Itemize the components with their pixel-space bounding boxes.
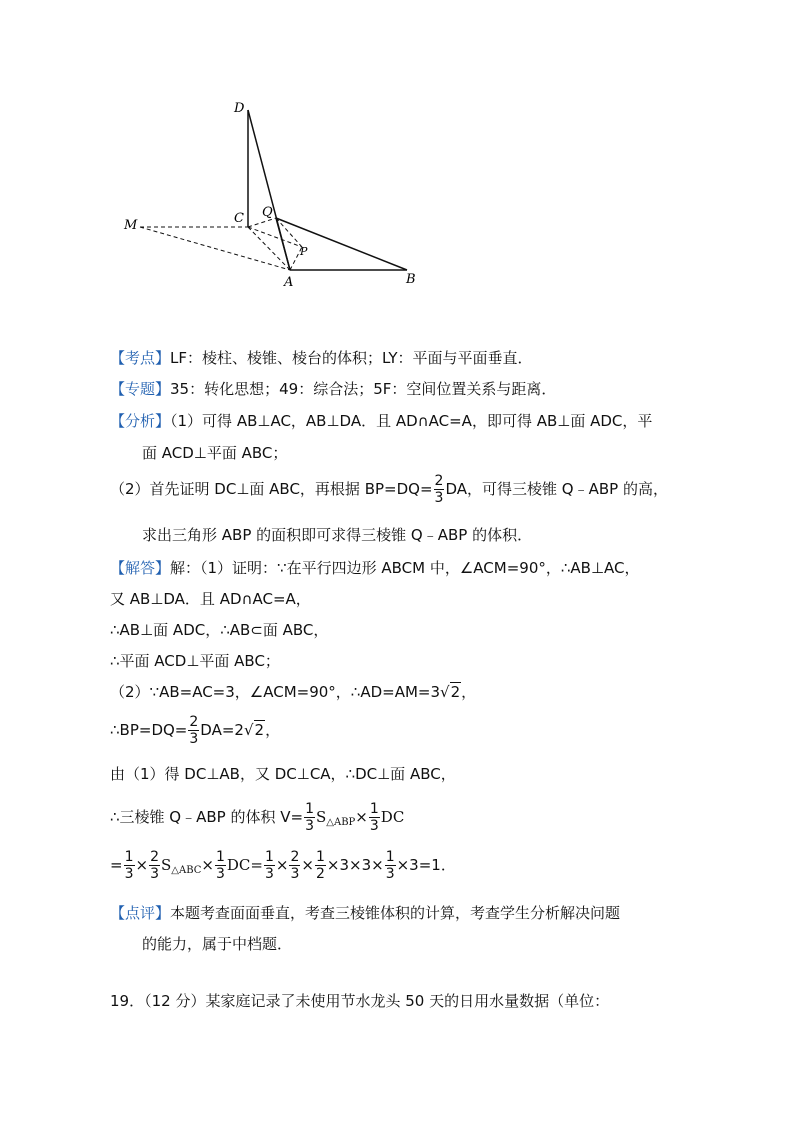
jieda-text5a: （2）∵AB=AC=3，∠ACM=90°，∴AD=AM=3 xyxy=(110,683,441,701)
times-sign: × xyxy=(275,856,289,874)
label-D: D xyxy=(234,101,245,116)
jieda-line4: ∴平面 ACD⊥平面 ABC； xyxy=(110,652,280,670)
frac-den: 3 xyxy=(264,866,274,882)
zhuanti-tag: 【专题】 xyxy=(110,380,171,398)
jieda-line9 xyxy=(110,850,456,881)
dc-label: DC= xyxy=(226,856,263,874)
frac-den: 3 xyxy=(124,866,134,882)
fenxi-line2: 面 ACD⊥平面 ABC； xyxy=(142,444,288,462)
fraction-one-third xyxy=(304,802,315,833)
frac-den: 2 xyxy=(315,866,325,882)
area-subscript: △ABP xyxy=(326,817,356,828)
jieda-line3: ∴AB⊥面 ADC，∴AB⊂面 ABC， xyxy=(110,621,329,639)
label-Q: Q xyxy=(262,205,273,220)
frac-num: 2 xyxy=(290,849,300,865)
sqrt-two: √2 xyxy=(243,721,265,739)
fenxi-tag: 【分析】 xyxy=(110,412,171,430)
dianping-text1: 本题考查面面垂直，考查三棱锥体积的计算，考查学生分析解决问题 xyxy=(170,904,621,922)
fraction xyxy=(385,850,396,881)
times-sign: × xyxy=(135,856,149,874)
result-text: ×3=1． xyxy=(396,856,456,874)
fenxi-line3 xyxy=(110,474,668,505)
area-symbol: S xyxy=(316,808,327,826)
fenxi-line1 xyxy=(110,410,652,431)
product-text: ×3×3× xyxy=(326,856,384,874)
jieda-text8a: ∴三棱锥 Q﹣ABP 的体积 V= xyxy=(110,808,304,826)
jieda-text5b: ， xyxy=(461,683,477,701)
fraction xyxy=(215,850,226,881)
jieda-line1 xyxy=(110,557,640,578)
times-sign: × xyxy=(355,808,368,826)
label-A: A xyxy=(284,275,294,290)
fraction xyxy=(124,850,135,881)
area-symbol: S xyxy=(161,856,172,874)
kaodian-line xyxy=(110,347,533,368)
jieda-line7: 由（1）得 DC⊥AB，又 DC⊥CA，∴DC⊥面 ABC， xyxy=(110,765,456,783)
label-C: C xyxy=(234,211,244,226)
frac-num: 2 xyxy=(189,714,199,730)
fraction xyxy=(315,850,326,881)
frac-num: 1 xyxy=(264,849,274,865)
times-sign: × xyxy=(301,856,314,874)
frac-den: 3 xyxy=(434,490,444,506)
frac-num: 2 xyxy=(434,473,444,489)
fenxi-text3a: （2）首先证明 DC⊥面 ABC，再根据 BP=DQ= xyxy=(110,480,433,498)
frac-num: 1 xyxy=(305,801,315,817)
frac-den: 3 xyxy=(369,818,379,834)
fraction-two-thirds xyxy=(434,474,445,505)
jieda-line6 xyxy=(110,715,280,746)
frac-num: 1 xyxy=(369,801,379,817)
jieda-line5 xyxy=(110,681,476,702)
question-19: 19．（12 分）某家庭记录了未使用节水龙头 50 天的日用水量数据（单位： xyxy=(110,992,610,1010)
fraction-two-thirds xyxy=(188,715,199,746)
fraction-one-third xyxy=(369,802,380,833)
zhuanti-line xyxy=(110,378,556,399)
area-subscript: △ABC xyxy=(171,865,202,876)
eq-sign: = xyxy=(110,856,123,874)
sqrt-radicand: 2 xyxy=(450,683,461,701)
frac-den: 3 xyxy=(215,866,225,882)
fraction xyxy=(149,850,160,881)
jieda-line2: 又 AB⊥DA．且 AD∩AC=A， xyxy=(110,590,311,608)
frac-den: 3 xyxy=(189,731,199,747)
edge-CP xyxy=(248,227,302,247)
fraction xyxy=(289,850,300,881)
jieda-tag: 【解答】 xyxy=(110,559,171,577)
frac-num: 2 xyxy=(150,849,159,865)
label-P: P xyxy=(300,245,308,258)
jieda-text6a: ∴BP=DQ= xyxy=(110,721,188,739)
frac-num: 1 xyxy=(385,849,395,865)
frac-den: 3 xyxy=(290,866,300,882)
kaodian-text: LF：棱柱、棱锥、棱台的体积；LY：平面与平面垂直． xyxy=(170,349,533,367)
sqrt-two: √2 xyxy=(440,683,461,701)
frac-num: 1 xyxy=(215,849,225,865)
geometry-figure xyxy=(0,0,800,300)
jieda-line8 xyxy=(110,802,404,833)
fraction xyxy=(264,850,275,881)
fenxi-line4: 求出三角形 ABP 的面积即可求得三棱锥 Q﹣ABP 的体积． xyxy=(142,526,533,544)
frac-num: 1 xyxy=(124,849,134,865)
frac-num: 1 xyxy=(315,849,325,865)
sqrt-radicand: 2 xyxy=(254,721,265,739)
dianping-line2: 的能力，属于中档题． xyxy=(142,935,293,953)
dc-label: DC xyxy=(380,808,405,826)
label-M: M xyxy=(124,218,138,233)
times-sign: × xyxy=(201,856,214,874)
edge-MA xyxy=(140,227,290,270)
frac-den: 3 xyxy=(385,866,395,882)
jieda-text6b: DA=2 xyxy=(200,721,244,739)
jieda-text6c: ， xyxy=(265,721,281,739)
kaodian-tag: 【考点】 xyxy=(110,349,171,367)
dianping-line1 xyxy=(110,902,620,923)
jieda-text1: 解：（1）证明：∵在平行四边形 ABCM 中，∠ACM=90°，∴AB⊥AC， xyxy=(170,559,640,577)
dianping-tag: 【点评】 xyxy=(110,904,171,922)
fenxi-text3b: DA，可得三棱锥 Q﹣ABP 的高， xyxy=(445,480,668,498)
fenxi-text1: （1）可得 AB⊥AC，AB⊥DA．且 AD∩AC=A，即可得 AB⊥面 ADC，平 xyxy=(170,412,653,430)
frac-den: 3 xyxy=(150,866,159,882)
edge-QB xyxy=(276,218,407,270)
label-B: B xyxy=(406,272,416,287)
frac-den: 3 xyxy=(305,818,315,834)
zhuanti-text: 35：转化思想；49：综合法；5F：空间位置关系与距离． xyxy=(170,380,557,398)
